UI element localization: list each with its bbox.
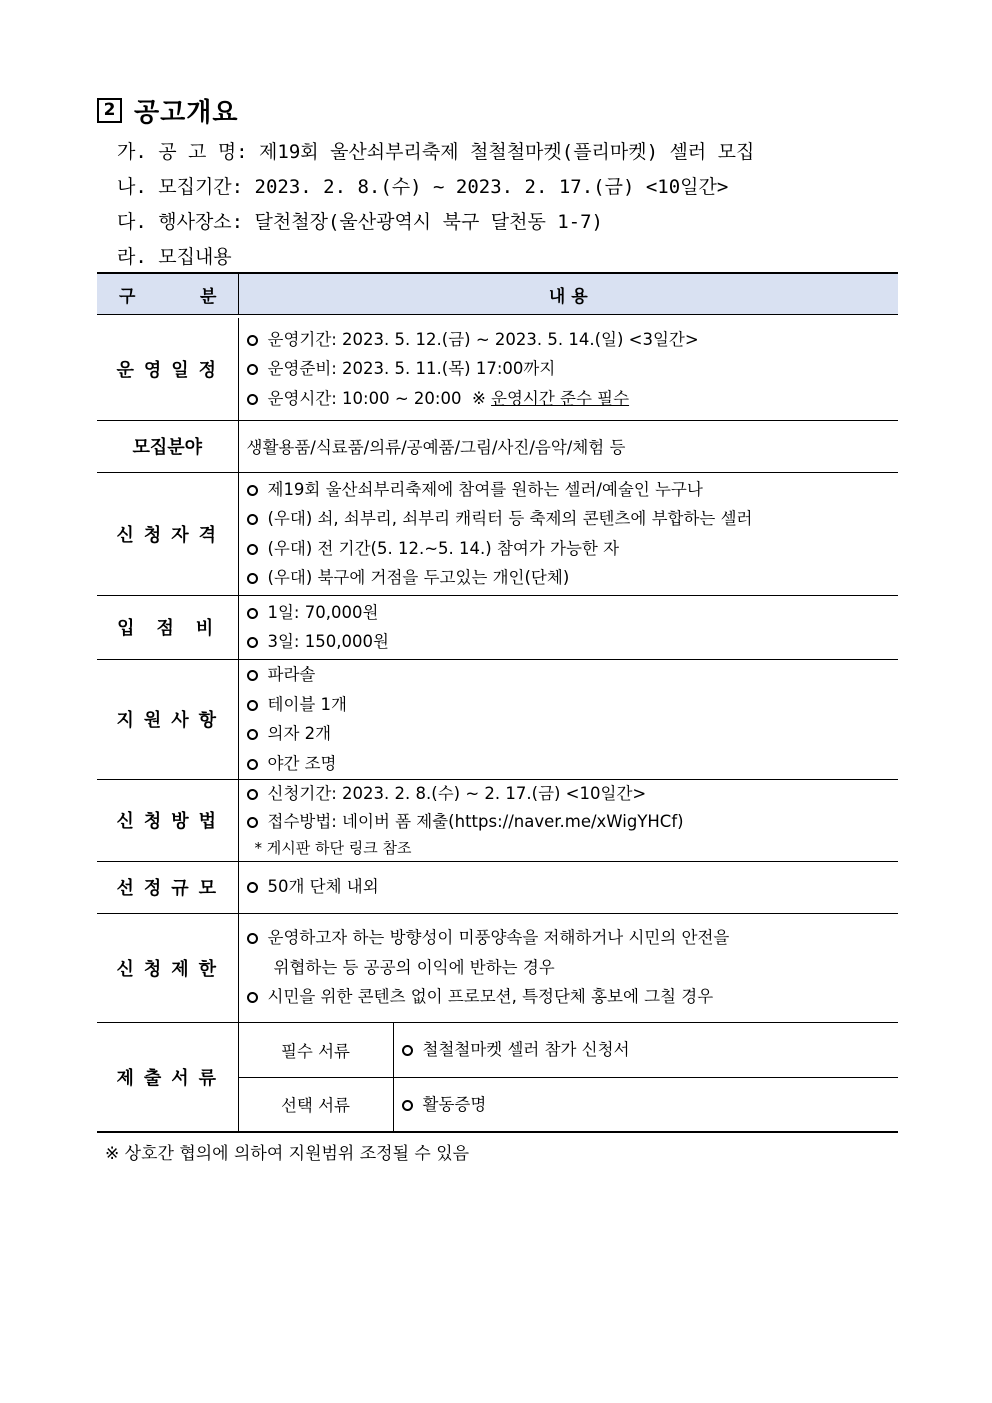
overview-title: 가. 공 고 명: 제19회 울산쇠부리축제 철철철마켓(플리마켓) 셀러 모집 (117, 141, 755, 163)
bullet-circle-icon (247, 485, 258, 496)
list-item: 테이블 1개 (247, 690, 899, 720)
table-row-schedule (97, 318, 898, 420)
bullet-circle-icon (247, 882, 258, 893)
row-label: 신청방법 (97, 779, 238, 861)
bullet-circle-icon (247, 933, 258, 944)
section-heading (97, 92, 238, 129)
table-row-scale (97, 861, 898, 913)
list-item: 운영시간: 10:00 ~ 20:00 ※ 운영시간 준수 필수 (247, 384, 899, 414)
section-title: 공고개요 (134, 98, 239, 128)
table-row-method (97, 779, 898, 861)
list-item: 야간 조명 (247, 749, 899, 779)
table-row-fee (97, 595, 898, 659)
row-label: 입점비 (97, 595, 238, 659)
footnote: ※ 상호간 협의에 의하여 지원범위 조정될 수 있음 (105, 1144, 470, 1164)
row-label: 제출서류 (97, 1022, 238, 1132)
row-label: 신청제한 (97, 913, 238, 1022)
header-content: 내 용 (238, 273, 898, 315)
table-row-qualification (97, 472, 898, 595)
overview-venue: 다. 행사장소: 달천철장(울산광역시 북구 달천동 1-7) (117, 211, 603, 233)
bullet-circle-icon (247, 394, 258, 405)
list-item: 의자 2개 (247, 719, 899, 749)
bullet-circle-icon (247, 335, 258, 346)
bullet-circle-icon (247, 544, 258, 555)
bullet-circle-icon (247, 700, 258, 711)
list-item: 1일: 70,000원 (247, 598, 899, 628)
list-item-continued: 위협하는 등 공공의 이익에 반하는 경우 (273, 957, 555, 977)
bullet-circle-icon (402, 1100, 413, 1111)
bullet-circle-icon (247, 364, 258, 375)
overview-content: 라. 모집내용 (117, 246, 232, 268)
list-item: 운영기간: 2023. 5. 12.(금) ~ 2023. 5. 14.(일) <3일간> (247, 325, 899, 355)
row-label: 지원사항 (97, 659, 238, 779)
list-item: 운영하고자 하는 방향성이 미풍양속을 저해하거나 시민의 안전을 (247, 923, 899, 953)
row-label: 선정규모 (97, 861, 238, 913)
list-item: 운영준비: 2023. 5. 11.(목) 17:00까지 (247, 354, 899, 384)
row-label: 운영일정 (97, 318, 238, 420)
optional-docs-label: 선택 서류 (238, 1077, 393, 1132)
list-item: 신청기간: 2023. 2. 8.(수) ~ 2. 17.(금) <10일간> (247, 780, 899, 808)
bullet-circle-icon (247, 759, 258, 770)
table-row-field (97, 420, 898, 472)
bullet-circle-icon (247, 608, 258, 619)
table-row-support (97, 659, 898, 779)
underlined-note: 운영시간 준수 필수 (491, 388, 630, 408)
list-item: (우대) 전 기간(5. 12.~5. 14.) 참여가 가능한 자 (247, 534, 899, 564)
bullet-circle-icon (247, 573, 258, 584)
list-item: (우대) 쇠, 쇠부리, 쇠부리 캐릭터 등 축제의 콘텐츠에 부합하는 셀러 (247, 504, 899, 534)
bullet-circle-icon (247, 670, 258, 681)
section-number: 2 (97, 98, 122, 123)
row-label: 신청자격 (97, 472, 238, 595)
bullet-circle-icon (247, 789, 258, 800)
list-item: 접수방법: 네이버 폼 제출(https://naver.me/xWigYHCf) (247, 808, 899, 836)
bullet-circle-icon (247, 817, 258, 828)
bullet-circle-icon (247, 992, 258, 1003)
list-item: (우대) 북구에 거점을 두고있는 개인(단체) (247, 563, 899, 593)
table-row-documents-required (97, 1022, 898, 1077)
bullet-circle-icon (247, 729, 258, 740)
list-item: 50개 단체 내외 (247, 872, 899, 902)
list-item: 파라솔 (247, 660, 899, 690)
header-category: 구 분 (97, 273, 238, 315)
list-item: 활동증명 (402, 1090, 899, 1120)
list-item: 3일: 150,000원 (247, 627, 899, 657)
bullet-circle-icon (402, 1045, 413, 1056)
row-text: 생활용품/식료품/의류/공예품/그림/사진/음악/체험 등 (238, 420, 898, 472)
table-row-restriction (97, 913, 898, 1022)
list-item: 시민을 위한 콘텐츠 없이 프로모션, 특정단체 홍보에 그칠 경우 (247, 982, 899, 1012)
table-header (97, 273, 898, 315)
list-item: 제19회 울산쇠부리축제에 참여를 원하는 셀러/예술인 누구나 (247, 475, 899, 505)
row-label: 모집분야 (97, 420, 238, 472)
overview-period: 나. 모집기간: 2023. 2. 8.(수) ~ 2023. 2. 17.(금) <10일간> (117, 176, 729, 198)
list-item: 철철철마켓 셀러 참가 신청서 (402, 1035, 899, 1065)
bullet-circle-icon (247, 637, 258, 648)
recruitment-table (97, 272, 898, 1133)
method-note: * 게시판 하단 링크 참조 (254, 839, 412, 857)
bullet-circle-icon (247, 514, 258, 525)
required-docs-label: 필수 서류 (238, 1022, 393, 1077)
